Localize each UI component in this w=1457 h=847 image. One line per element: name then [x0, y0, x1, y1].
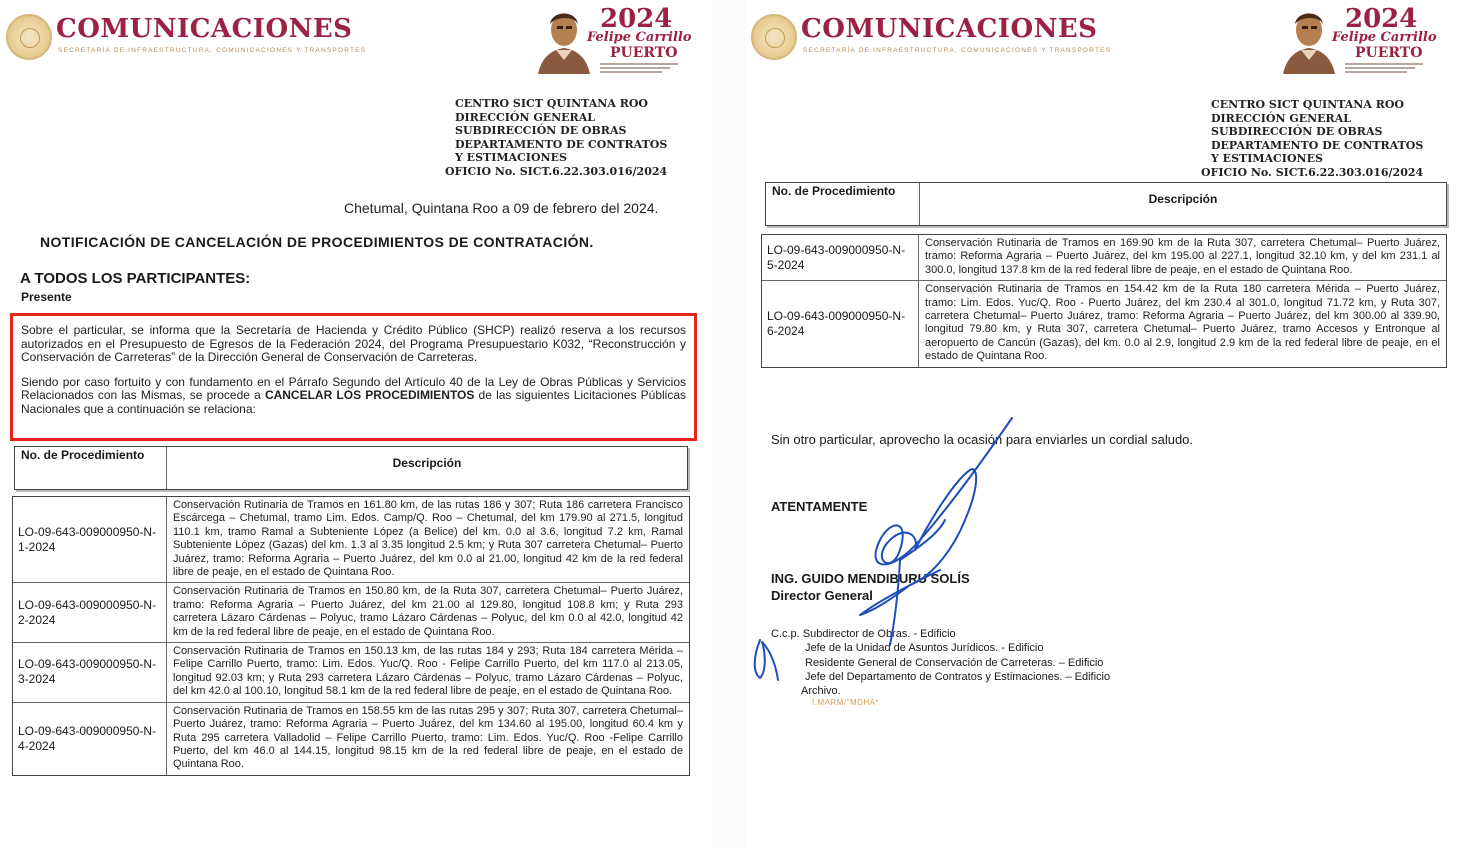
org-line: CENTRO SICT QUINTANA ROO [1211, 98, 1405, 111]
procedure-description: Conservación Rutinaria de Tramos en 158.55 km de las rutas 295 y 307; Ruta 307, carretera Chetumal– Puerto Juárez, tramo: Reforma Agraria – Puerto Juárez, del km 134.60 al 195.00, longitud 60.4 km y Ruta 295 carretera Valladolid – Felipe Carrillo Puerto, tramo: Lim. Edos. Yuc/Q. Roo -Felipe Carrillo Puerto, del km 46.0 al 144.15, longitud 98.15 km de la red federal libre de peaje, en el estado de Quintana Roo. [173, 704, 683, 771]
table-row [762, 281, 1446, 366]
typist-initials: I.MARM/"MDHA* [812, 698, 880, 707]
procedure-code: LO-09-643-009000950-N-6-2024 [762, 281, 919, 366]
col-header-procedure: No. de Procedimiento [766, 183, 920, 225]
col-header-description: Descripción [1148, 192, 1218, 206]
signer-name: ING. GUIDO MENDIBURU SOLÍS [771, 571, 970, 586]
commemoration-name: Felipe Carrillo [1332, 30, 1437, 45]
org-header-block [1201, 98, 1424, 180]
copies-list [771, 627, 1110, 698]
procedure-code: LO-09-643-009000950-N-5-2024 [762, 235, 919, 280]
procedure-code: LO-09-643-009000950-N-4-2024 [13, 703, 167, 775]
document-title: NOTIFICACIÓN DE CANCELACIÓN DE PROCEDIMIENTOS DE CONTRATACIÓN. [40, 234, 594, 250]
ccp-line: Jefe de la Unidad de Asuntos Jurídicos. - Edificio [805, 642, 1044, 655]
procedures-table [761, 234, 1447, 368]
cancel-emphasis: CANCELAR LOS PROCEDIMIENTOS [264, 388, 475, 402]
commemoration-name: Felipe Carrillo [587, 30, 692, 45]
document-date: Chetumal, Quintana Roo a 09 de febrero del 2024. [344, 200, 659, 216]
procedure-code: LO-09-643-009000950-N-2-2024 [13, 583, 167, 642]
year-logo: 2024 [600, 4, 673, 34]
col-header-procedure: No. de Procedimiento [15, 447, 167, 489]
table-row [13, 643, 689, 703]
ccp-line: Jefe del Departamento de Contratos y Estimaciones. – Edificio [805, 670, 1111, 683]
col-header-description: Descripción [392, 456, 462, 470]
ccp-line: C.c.p. Subdirector de Obras. - Edificio [771, 628, 956, 640]
secretaria-logo-title: COMUNICACIONES [801, 14, 1098, 44]
org-header-block [445, 97, 668, 179]
procedure-description: Conservación Rutinaria de Tramos en 150.13 km, de las rutas 184 y 293; Ruta 184 carretera Mérida – Felipe Carrillo Puerto, tramo: Lim. Edos. Yuc/Q. Roo - Felipe Carrillo Puerto, del km 117.0 al 213.05, longitud 92.03 km; y Ruta 293 carretera Lázaro Cárdenas – Polyuc, tramo Lázaro Cárdenas – Polyuc, del km 42.0 al 100.10, longitud 58.1 km de la red federal libre de peaje, en el estado de Quintana Roo. [173, 645, 683, 698]
procedure-description: Conservación Rutinaria de Tramos en 161.80 km, de las rutas 186 y 307; Ruta 186 carretera Francisco Escárcega – Chetumal, tramo Lim. Edos. Camp/Q. Roo – Chetumal, del km 179.90 al 271.5, longitud 110.1 km, tramo Ramal a Subteniente López (a Belice) del km. 0.0 al 3.6, longitud 7.2 km, Ramal Subteniente López (Gazas) del km. 1.3 al 3.35 longitud 2.5 km; y Ruta 307 carretera Chetumal– Puerto Juárez, tramo: Reforma Agraria – Puerto Juárez, del km 0.0 al 21.00, longitud 42 km de la red federal libre de peaje, en el estado de Quintana Roo. [173, 499, 683, 579]
signoff: ATENTAMENTE [771, 499, 868, 514]
table-header [765, 182, 1447, 226]
procedure-code: LO-09-643-009000950-N-1-2024 [13, 497, 167, 582]
document-page-2 [745, 0, 1457, 847]
closing-text: Sin otro particular, aprovecho la ocasión para enviarles un cordial saludo. [771, 432, 1194, 447]
body-paragraph-1: Sobre el particular, se informa que la Secretaría de Hacienda y Crédito Público (SHCP) realizó reserva a los recursos autorizados en el Presupuesto de Egresos de la Federación 2024, del Programa Presupuestario K032, “Reconstrucción y Conservación de Carreteras” de la Dirección General de Conservación de Carreteras. [21, 323, 686, 364]
ccp-line: Archivo. [801, 685, 841, 698]
org-line: SUBDIRECCIÓN DE OBRAS [1211, 125, 1383, 139]
addressee: A TODOS LOS PARTICIPANTES: [20, 270, 251, 287]
procedures-table [12, 496, 690, 776]
org-line: CENTRO SICT QUINTANA ROO [455, 97, 649, 110]
coat-of-arms-icon [6, 14, 52, 60]
secretaria-logo-subtitle: SECRETARÍA DE INFRAESTRUCTURA, COMUNICACIONES Y TRANSPORTES [58, 47, 367, 54]
procedure-description: Conservación Rutinaria de Tramos en 150.80 km, de la Ruta 307, carretera Chetumal– Puerto Juárez, tramo: Reforma Agraria – Puerto Juárez, del km 21.00 al 129.80, longitud 108.8 km; y Ruta 293 carretera Lázaro Cárdenas – Polyuc, tramo Lázaro Cárdenas – Polyuc, del km 0.0 al 42.0, longitud 42 km de la red federal libre de peaje, en el estado de Quintana Roo. [173, 585, 683, 638]
oficio-number: OFICIO No. SICT.6.22.303.016/2024 [1201, 165, 1424, 179]
org-line: SUBDIRECCIÓN DE OBRAS [455, 124, 627, 138]
procedure-code: LO-09-643-009000950-N-3-2024 [13, 643, 167, 702]
coat-of-arms-icon [751, 14, 797, 60]
signer-role: Director General [771, 588, 873, 603]
page-gutter [712, 0, 745, 847]
org-line: DEPARTAMENTO DE CONTRATOS [455, 137, 668, 151]
org-line: Y ESTIMACIONES [455, 151, 567, 165]
commemoration-fine-print [1345, 63, 1423, 75]
year-logo: 2024 [1345, 4, 1418, 34]
commemoration-fine-print [600, 63, 678, 75]
body-paragraph-2: Siendo por caso fortuito y con fundamento en el Párrafo Segundo del Artículo 40 de la Ley de Obras Públicas y Servicios Relacionados con las Mismas, se procede a CANCELAR LOS PROCEDIMIENTOS de las siguientes Licitaciones Públicas Nacionales que a continuación se relaciona: [21, 374, 686, 416]
document-page-1 [0, 0, 712, 847]
commemoration-city: PUERTO [610, 45, 678, 61]
org-line: DIRECCIÓN GENERAL [1211, 111, 1351, 125]
procedure-description: Conservación Rutinaria de Tramos en 154.42 km de la Ruta 180 carretera Mérida – Puerto Juárez, tramo: Lim. Edos. Yuc/Q. Roo - Puerto Juárez, del km 230.4 al 301.0, longitud 71.72 km, y Ruta 307, carretera Chetumal– Puerto Juárez, tramo: Reforma Agraria – Puerto Juárez, del km 300.00 al 339.90, longitud 79.80 km, y Ruta 307, carretera Chetumal– Puerto Juárez, tramo Accesos y Entronque al aeropuerto de Cancún (Gazas), del km. 0.0 al 2.9, longitud 2.9 km de la red federal libre de peaje, en el estado de Quintana Roo. [925, 283, 1440, 363]
greeting: Presente [21, 290, 72, 304]
table-row [762, 235, 1446, 281]
table-header [14, 446, 688, 490]
procedure-description: Conservación Rutinaria de Tramos en 169.90 km de la Ruta 307, carretera Chetumal– Puerto Juárez, tramo: Reforma Agraria – Puerto Juárez, del km 195.00 al 227.1, longitud 32.10 km, y del km 231.1 al 300.0, longitud 137.8 km de la red federal libre de peaje, en el estado de Quintana Roo. [925, 237, 1440, 276]
org-line: Y ESTIMACIONES [1211, 152, 1323, 166]
table-row [13, 583, 689, 643]
secretaria-logo-title: COMUNICACIONES [56, 14, 353, 44]
highlighted-notice [10, 313, 697, 441]
commemoration-city: PUERTO [1355, 45, 1423, 61]
oficio-number: OFICIO No. SICT.6.22.303.016/2024 [445, 164, 668, 178]
table-row [13, 497, 689, 583]
ccp-line: Residente General de Conservación de Carreteras. – Edificio [805, 656, 1104, 669]
secretaria-logo-subtitle: SECRETARÍA DE INFRAESTRUCTURA, COMUNICACIONES Y TRANSPORTES [803, 47, 1112, 54]
org-line: DIRECCIÓN GENERAL [455, 110, 595, 124]
org-line: DEPARTAMENTO DE CONTRATOS [1211, 138, 1424, 152]
table-row [13, 703, 689, 775]
